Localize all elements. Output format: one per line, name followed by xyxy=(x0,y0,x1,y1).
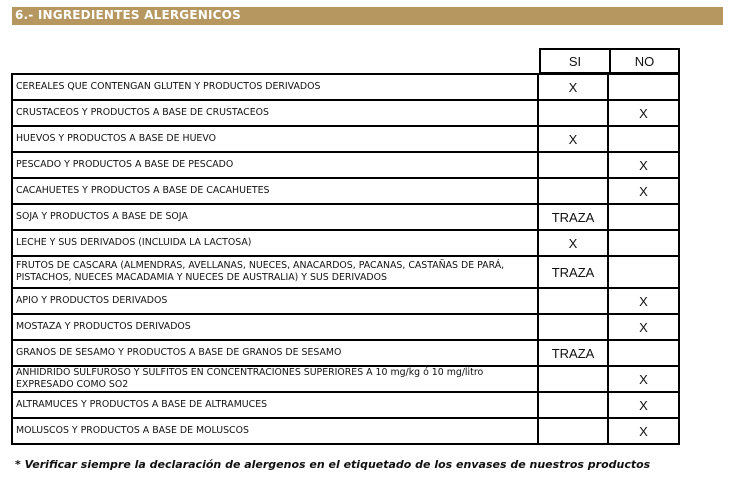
allergen-si-value xyxy=(539,153,609,177)
allergen-name: HUEVOS Y PRODUCTOS A BASE DE HUEVO xyxy=(13,127,539,151)
allergen-name: FRUTOS DE CASCARA (ALMENDRAS, AVELLANAS, NUECES, ANACARDOS, PACANAS, CASTAÑAS DE PARÁ, PISTACHOS, NUECES MACADAMIA Y NUECES DE AUSTRALIA) Y SUS DERIVADOS xyxy=(13,257,539,287)
allergen-name: ALTRAMUCES Y PRODUCTOS A BASE DE ALTRAMUCES xyxy=(13,393,539,417)
table-row xyxy=(13,127,678,153)
allergen-no-value xyxy=(609,127,678,151)
allergen-no-value: X xyxy=(639,371,648,387)
allergen-si-value: TRAZA xyxy=(539,205,609,229)
allergen-no-value: X xyxy=(639,397,648,413)
table-row xyxy=(13,315,678,341)
footnote: * Verificar siempre la declaración de alergenos en el etiquetado de los envases de nuestros productos xyxy=(15,458,651,471)
allergen-no-value: X xyxy=(639,105,648,121)
allergen-si-value: X xyxy=(539,75,609,99)
allergen-name: CRUSTACEOS Y PRODUCTOS A BASE DE CRUSTACEOS xyxy=(13,101,539,125)
section-header-bar xyxy=(12,7,723,25)
allergen-name: MOLUSCOS Y PRODUCTOS A BASE DE MOLUSCOS xyxy=(13,419,539,443)
table-row xyxy=(13,393,678,419)
allergen-name: SOJA Y PRODUCTOS A BASE DE SOJA xyxy=(13,205,539,229)
column-header-si: SI xyxy=(539,48,611,74)
allergen-name: MOSTAZA Y PRODUCTOS DERIVADOS xyxy=(13,315,539,339)
column-header-no: NO xyxy=(609,48,680,74)
allergen-no-value xyxy=(609,257,678,287)
allergen-no-value xyxy=(609,75,678,99)
allergen-si-value xyxy=(539,315,609,339)
table-row xyxy=(13,419,678,445)
allergen-si-value xyxy=(539,179,609,203)
table-row xyxy=(13,289,678,315)
table-row xyxy=(13,341,678,367)
section-title: 6.- INGREDIENTES ALERGENICOS xyxy=(15,8,241,22)
allergen-name: LECHE Y SUS DERIVADOS (INCLUIDA LA LACTOSA) xyxy=(13,231,539,255)
table-row xyxy=(13,75,678,101)
allergen-no-value: X xyxy=(639,293,648,309)
allergen-no-value xyxy=(609,231,678,255)
table-row xyxy=(13,367,678,393)
allergen-no-value: X xyxy=(639,157,648,173)
allergen-no-value: X xyxy=(639,183,648,199)
table-row xyxy=(13,231,678,257)
allergen-si-value: TRAZA xyxy=(539,257,609,287)
allergen-name: GRANOS DE SESAMO Y PRODUCTOS A BASE DE GRANOS DE SESAMO xyxy=(13,341,539,365)
allergen-si-value xyxy=(539,367,609,391)
allergen-name: PESCADO Y PRODUCTOS A BASE DE PESCADO xyxy=(13,153,539,177)
table-row xyxy=(13,257,678,289)
allergen-name: APIO Y PRODUCTOS DERIVADOS xyxy=(13,289,539,313)
allergen-no-value xyxy=(609,341,678,365)
allergen-si-value xyxy=(539,101,609,125)
allergen-name: CEREALES QUE CONTENGAN GLUTEN Y PRODUCTOS DERIVADOS xyxy=(13,75,539,99)
allergen-si-value xyxy=(539,393,609,417)
allergen-si-value xyxy=(539,419,609,443)
allergen-si-value: X xyxy=(539,127,609,151)
allergen-name: CACAHUETES Y PRODUCTOS A BASE DE CACAHUETES xyxy=(13,179,539,203)
allergen-no-value xyxy=(609,205,678,229)
table-row xyxy=(13,153,678,179)
table-row xyxy=(13,205,678,231)
allergen-si-value xyxy=(539,289,609,313)
allergen-no-value: X xyxy=(639,423,648,439)
table-row xyxy=(13,179,678,205)
allergen-table xyxy=(11,73,680,445)
allergen-no-value: X xyxy=(639,319,648,335)
table-row xyxy=(13,101,678,127)
allergen-name: ANHIDRIDO SULFUROSO Y SULFITOS EN CONCENTRACIONES SUPERIORES A 10 mg/kg ó 10 mg/litro EXPRESADO COMO SO2 xyxy=(13,367,539,391)
allergen-si-value: X xyxy=(539,231,609,255)
allergen-si-value: TRAZA xyxy=(539,341,609,365)
